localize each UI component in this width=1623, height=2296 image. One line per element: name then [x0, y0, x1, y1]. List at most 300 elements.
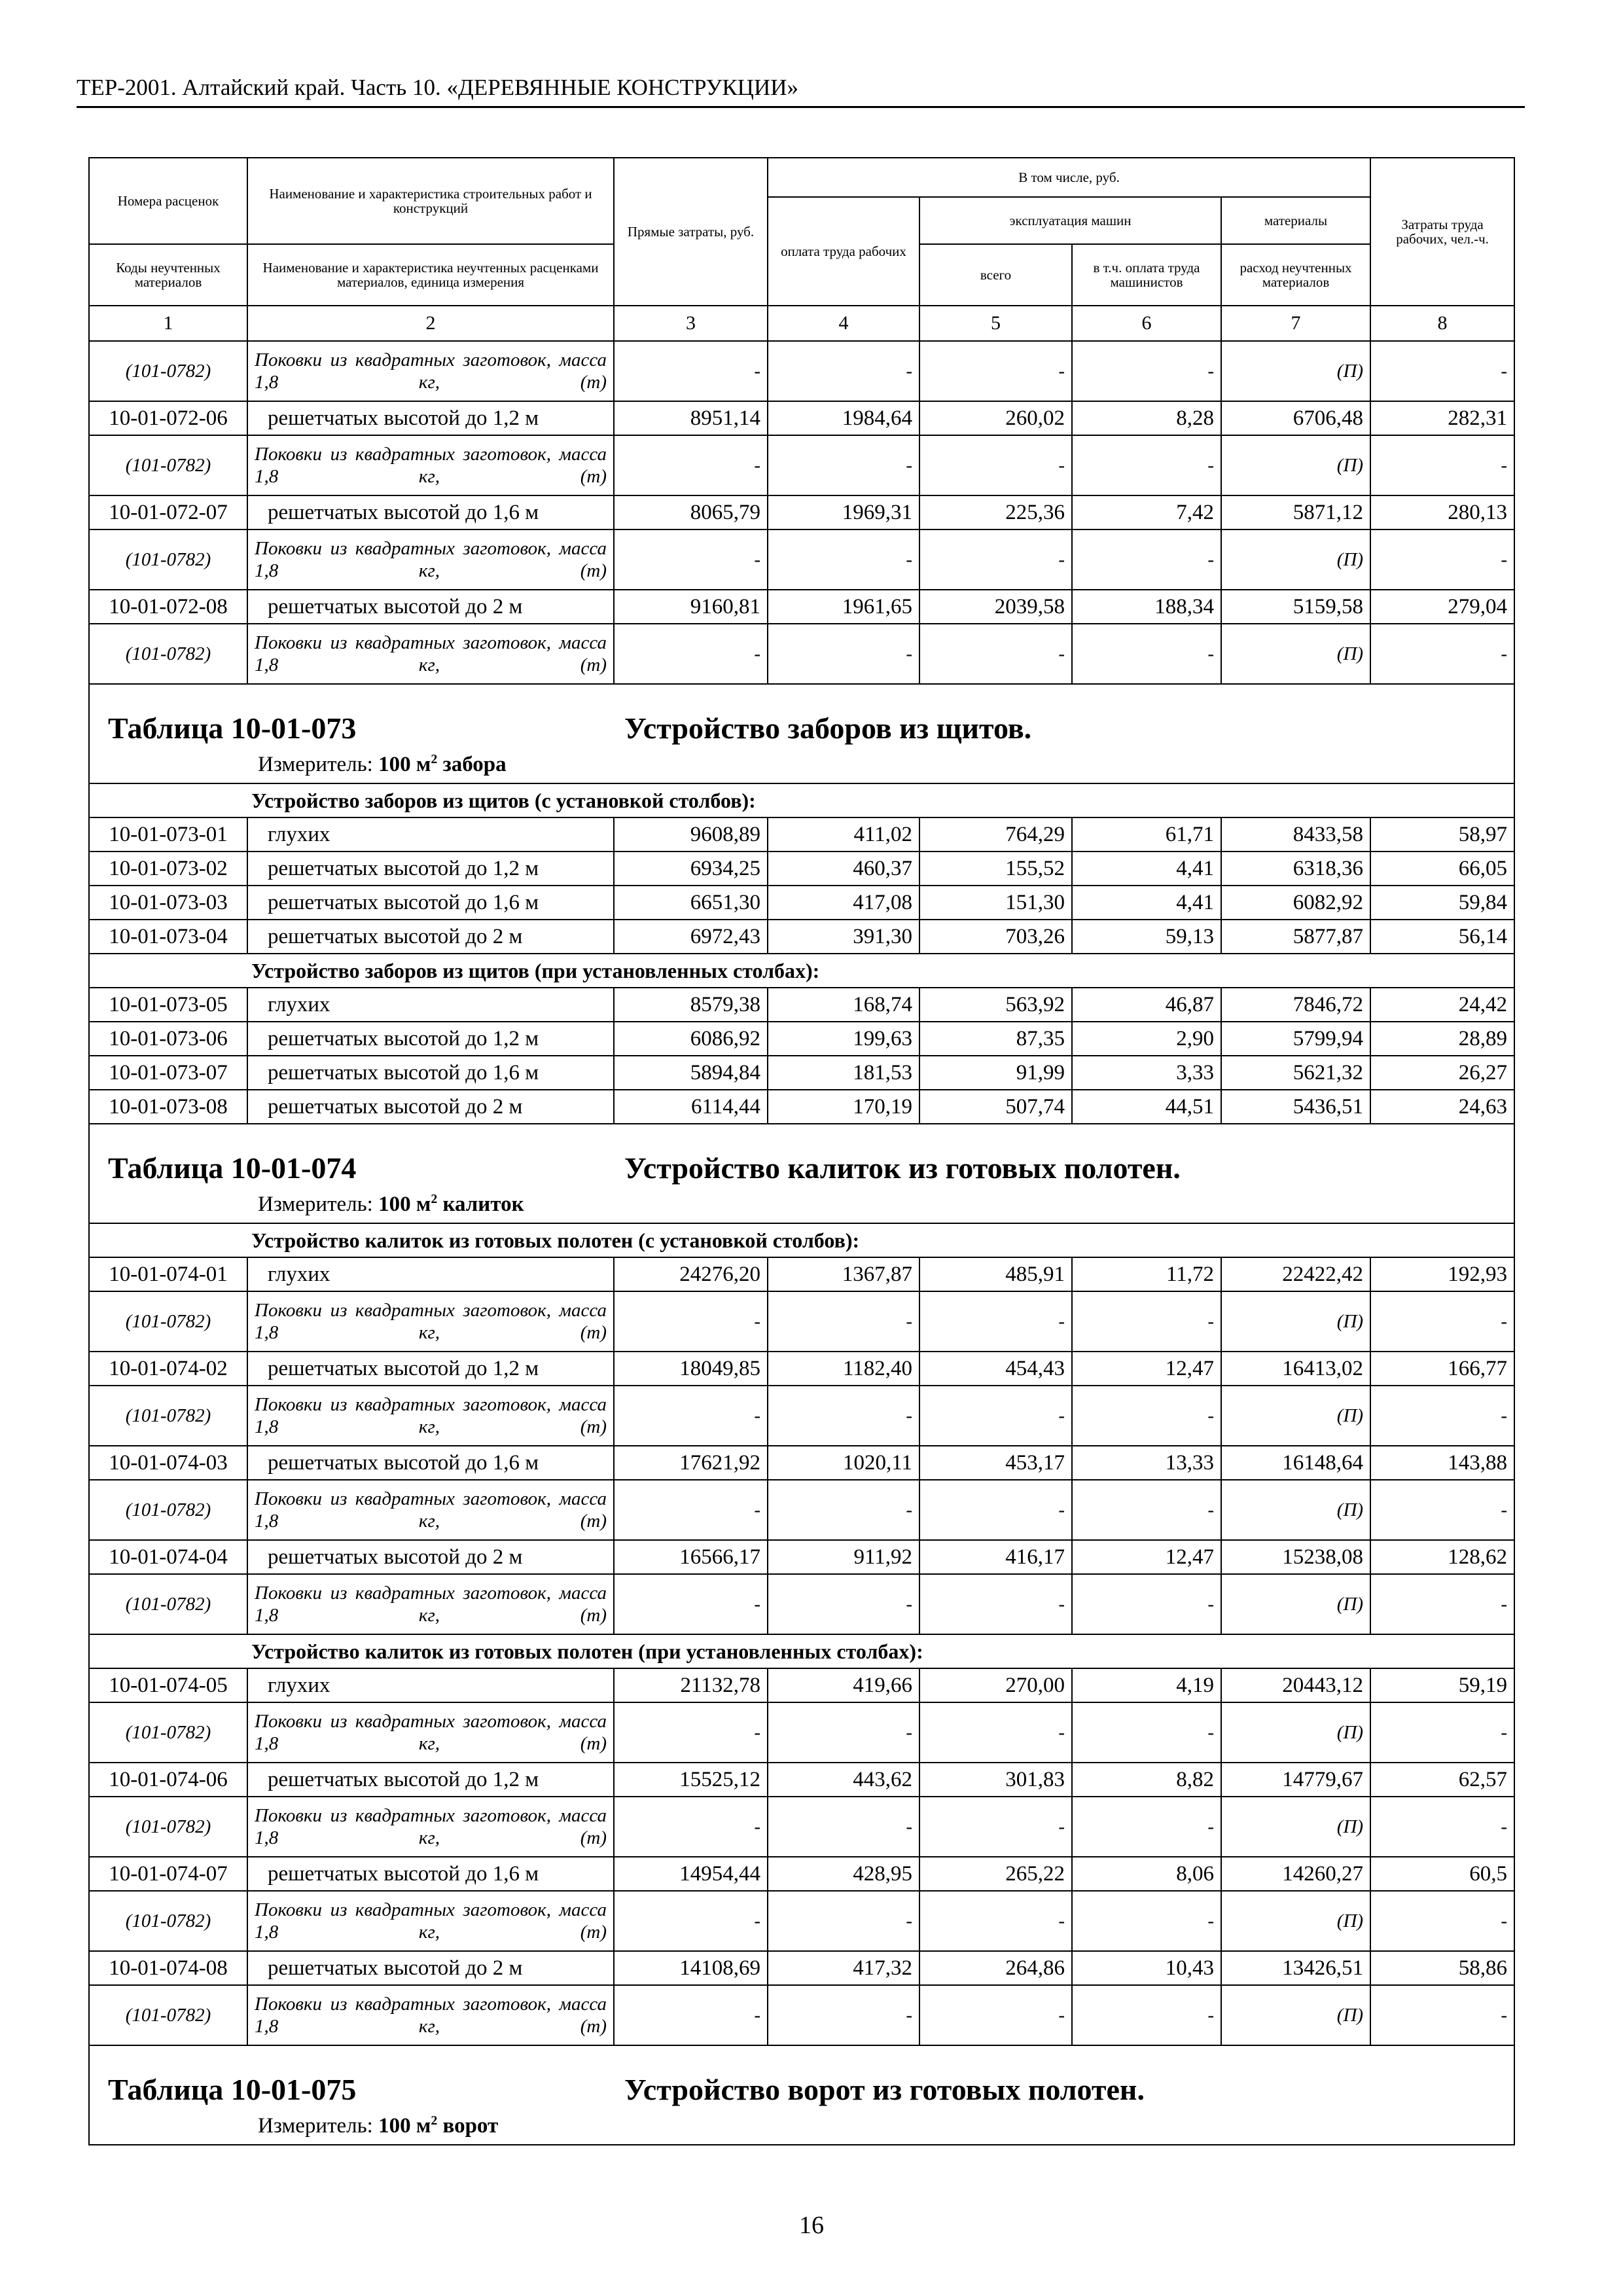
- rate-name: решетчатых высотой до 2 м: [247, 590, 614, 624]
- resource-row: [89, 1574, 1514, 1634]
- rate-row: [89, 1540, 1514, 1574]
- rate-row: [89, 1352, 1514, 1386]
- resource-name: Поковки из квадратных заготовок, масса 1,8 кг, (т): [247, 529, 614, 590]
- rate-code: 10-01-073-07: [89, 1056, 247, 1090]
- rate-code: 10-01-072-07: [89, 495, 247, 529]
- resource-dash: -: [1370, 1480, 1514, 1540]
- rate-code: 10-01-074-06: [89, 1763, 247, 1797]
- resource-row: [89, 435, 1514, 495]
- materials-value: 16148,64: [1221, 1446, 1370, 1480]
- wages-value: 199,63: [768, 1022, 919, 1056]
- wages-value: 417,32: [768, 1951, 919, 1985]
- wages-value: 1367,87: [768, 1257, 919, 1291]
- rate-name: глухих: [247, 1668, 614, 1702]
- resource-dash: -: [768, 1702, 919, 1763]
- table-title-cell: [89, 684, 1514, 783]
- resource-name: Поковки из квадратных заготовок, масса 1,8 кг, (т): [247, 1891, 614, 1951]
- resource-dash: -: [1072, 1985, 1221, 2045]
- materials-value: 5159,58: [1221, 590, 1370, 624]
- rate-row: [89, 495, 1514, 529]
- resource-dash: -: [768, 1574, 919, 1634]
- resource-dash: -: [1370, 529, 1514, 590]
- table-title-block: [90, 2046, 1514, 2144]
- wages-value: 1969,31: [768, 495, 919, 529]
- machine-total-value: 91,99: [919, 1056, 1072, 1090]
- group-heading-row: [89, 783, 1514, 817]
- machine-wages-value: 8,82: [1072, 1763, 1221, 1797]
- labor-value: 279,04: [1370, 590, 1514, 624]
- direct-cost-value: 8065,79: [614, 495, 768, 529]
- resource-code: (101-0782): [89, 529, 247, 590]
- resource-material-mark: (П): [1221, 1891, 1370, 1951]
- direct-cost-value: 6086,92: [614, 1022, 768, 1056]
- labor-value: 59,84: [1370, 886, 1514, 920]
- direct-cost-value: 14954,44: [614, 1857, 768, 1891]
- resource-name: Поковки из квадратных заготовок, масса 1,8 кг, (т): [247, 1574, 614, 1634]
- wages-value: 419,66: [768, 1668, 919, 1702]
- resource-material-mark: (П): [1221, 1702, 1370, 1763]
- machine-wages-value: 4,19: [1072, 1668, 1221, 1702]
- wages-value: 443,62: [768, 1763, 919, 1797]
- table-number: Таблица 10-01-074: [108, 1151, 357, 1185]
- meter-amount: 100 м: [378, 753, 431, 776]
- rate-code: 10-01-073-08: [89, 1090, 247, 1124]
- materials-value: 13426,51: [1221, 1951, 1370, 1985]
- materials-value: 5871,12: [1221, 495, 1370, 529]
- meter-label: Измеритель:: [258, 2114, 373, 2138]
- resource-dash: -: [768, 624, 919, 684]
- machine-wages-value: 10,43: [1072, 1951, 1221, 1985]
- rate-code: 10-01-073-06: [89, 1022, 247, 1056]
- labor-value: 128,62: [1370, 1540, 1514, 1574]
- rate-row: [89, 886, 1514, 920]
- resource-name: Поковки из квадратных заготовок, масса 1,8 кг, (т): [247, 1480, 614, 1540]
- resource-dash: -: [768, 1480, 919, 1540]
- wages-value: 1984,64: [768, 401, 919, 435]
- machine-total-value: 485,91: [919, 1257, 1072, 1291]
- header-machine-wages: в т.ч. оплата труда машинистов: [1072, 244, 1221, 306]
- resource-dash: -: [919, 1891, 1072, 1951]
- wages-value: 181,53: [768, 1056, 919, 1090]
- meter-exponent: 2: [431, 2113, 438, 2128]
- table-title-block: [90, 685, 1514, 783]
- materials-value: 5621,32: [1221, 1056, 1370, 1090]
- header-including: В том числе, руб.: [768, 158, 1370, 197]
- resource-dash: -: [919, 529, 1072, 590]
- materials-value: 16413,02: [1221, 1352, 1370, 1386]
- labor-value: 66,05: [1370, 852, 1514, 886]
- wages-value: 391,30: [768, 920, 919, 954]
- resource-dash: -: [768, 341, 919, 401]
- direct-cost-value: 9160,81: [614, 590, 768, 624]
- column-number: 3: [614, 306, 768, 341]
- rate-name: глухих: [247, 988, 614, 1022]
- resource-material-mark: (П): [1221, 1386, 1370, 1446]
- rate-row: [89, 817, 1514, 852]
- table-title-cell: [89, 1124, 1514, 1223]
- machine-wages-value: 8,06: [1072, 1857, 1221, 1891]
- rate-row: [89, 1056, 1514, 1090]
- machine-total-value: 416,17: [919, 1540, 1072, 1574]
- meter-unit: ворот: [442, 2114, 499, 2138]
- resource-name: Поковки из квадратных заготовок, масса 1,8 кг, (т): [247, 1386, 614, 1446]
- machine-total-value: 563,92: [919, 988, 1072, 1022]
- group-heading-row: [89, 954, 1514, 988]
- materials-value: 6706,48: [1221, 401, 1370, 435]
- table-title-row: [89, 684, 1514, 783]
- rate-name: решетчатых высотой до 1,6 м: [247, 1056, 614, 1090]
- resource-dash: -: [1072, 1480, 1221, 1540]
- machine-wages-value: 59,13: [1072, 920, 1221, 954]
- labor-value: 26,27: [1370, 1056, 1514, 1090]
- table-title-block: [90, 1124, 1514, 1223]
- meter-unit: забора: [442, 753, 507, 776]
- rate-row: [89, 401, 1514, 435]
- labor-value: 58,86: [1370, 1951, 1514, 1985]
- page-header: ТЕР-2001. Алтайский край. Часть 10. «ДЕРЕВЯННЫЕ КОНСТРУКЦИИ»: [77, 73, 1525, 108]
- resource-row: [89, 1797, 1514, 1857]
- resource-dash: -: [1370, 341, 1514, 401]
- labor-value: 60,5: [1370, 1857, 1514, 1891]
- resource-dash: -: [919, 341, 1072, 401]
- materials-value: 22422,42: [1221, 1257, 1370, 1291]
- header-material-codes: Коды неучтенных материалов: [89, 244, 247, 306]
- table-meter: [258, 753, 507, 777]
- wages-value: 417,08: [768, 886, 919, 920]
- resource-code: (101-0782): [89, 1891, 247, 1951]
- resource-dash: -: [1072, 1891, 1221, 1951]
- table-title-row: [89, 2045, 1514, 2145]
- direct-cost-value: 5894,84: [614, 1056, 768, 1090]
- direct-cost-value: 9608,89: [614, 817, 768, 852]
- resource-dash: -: [1370, 1386, 1514, 1446]
- machine-total-value: 454,43: [919, 1352, 1072, 1386]
- resource-dash: -: [1072, 1797, 1221, 1857]
- resource-dash: -: [1072, 624, 1221, 684]
- rate-name: решетчатых высотой до 2 м: [247, 1090, 614, 1124]
- materials-value: 8433,58: [1221, 817, 1370, 852]
- group-heading: Устройство калиток из готовых полотен (с установкой столбов):: [89, 1223, 1514, 1257]
- machine-wages-value: 46,87: [1072, 988, 1221, 1022]
- header-unaccounted-materials: расход неучтенных материалов: [1221, 244, 1370, 306]
- resource-row: [89, 624, 1514, 684]
- rate-name: решетчатых высотой до 1,2 м: [247, 1352, 614, 1386]
- resource-material-mark: (П): [1221, 529, 1370, 590]
- table-meter: [258, 1193, 524, 1217]
- machine-total-value: 2039,58: [919, 590, 1072, 624]
- resource-material-mark: (П): [1221, 1291, 1370, 1352]
- machine-total-value: 453,17: [919, 1446, 1072, 1480]
- resource-code: (101-0782): [89, 1797, 247, 1857]
- rate-name: глухих: [247, 1257, 614, 1291]
- machine-wages-value: 4,41: [1072, 852, 1221, 886]
- wages-value: 411,02: [768, 817, 919, 852]
- rate-name: решетчатых высотой до 1,2 м: [247, 1022, 614, 1056]
- machine-total-value: 87,35: [919, 1022, 1072, 1056]
- table-meter: [258, 2114, 498, 2138]
- rate-name: решетчатых высотой до 1,2 м: [247, 852, 614, 886]
- resource-code: (101-0782): [89, 1574, 247, 1634]
- header-machine-total: всего: [919, 244, 1072, 306]
- materials-value: 5877,87: [1221, 920, 1370, 954]
- resource-code: (101-0782): [89, 1480, 247, 1540]
- header-machine-operation: эксплуатация машин: [919, 197, 1221, 244]
- table-number: Таблица 10-01-073: [108, 711, 357, 745]
- resource-material-mark: (П): [1221, 624, 1370, 684]
- meter-label: Измеритель:: [258, 753, 373, 776]
- resource-dash: -: [1370, 1574, 1514, 1634]
- rate-code: 10-01-074-01: [89, 1257, 247, 1291]
- labor-value: 56,14: [1370, 920, 1514, 954]
- wages-value: 1961,65: [768, 590, 919, 624]
- resource-dash: -: [614, 1891, 768, 1951]
- resource-code: (101-0782): [89, 624, 247, 684]
- machine-total-value: 155,52: [919, 852, 1072, 886]
- rate-name: решетчатых высотой до 1,6 м: [247, 1446, 614, 1480]
- resource-dash: -: [919, 1386, 1072, 1446]
- resource-dash: -: [768, 1797, 919, 1857]
- rate-code: 10-01-073-01: [89, 817, 247, 852]
- direct-cost-value: 15525,12: [614, 1763, 768, 1797]
- wages-value: 1020,11: [768, 1446, 919, 1480]
- rates-table: [88, 157, 1515, 2145]
- resource-name: Поковки из квадратных заготовок, масса 1,8 кг, (т): [247, 1702, 614, 1763]
- resource-name: Поковки из квадратных заготовок, масса 1,8 кг, (т): [247, 341, 614, 401]
- materials-value: 5436,51: [1221, 1090, 1370, 1124]
- resource-row: [89, 1985, 1514, 2045]
- meter-exponent: 2: [431, 752, 438, 767]
- resource-material-mark: (П): [1221, 1480, 1370, 1540]
- rate-row: [89, 1257, 1514, 1291]
- column-number: 6: [1072, 306, 1221, 341]
- materials-value: 7846,72: [1221, 988, 1370, 1022]
- machine-wages-value: 2,90: [1072, 1022, 1221, 1056]
- materials-value: 14260,27: [1221, 1857, 1370, 1891]
- machine-total-value: 260,02: [919, 401, 1072, 435]
- rate-row: [89, 1668, 1514, 1702]
- resource-row: [89, 1891, 1514, 1951]
- resource-dash: -: [614, 1386, 768, 1446]
- table-title-cell: [89, 2045, 1514, 2145]
- table-caption: Устройство ворот из готовых полотен.: [624, 2073, 1145, 2106]
- resource-dash: -: [768, 1386, 919, 1446]
- meter-value: [378, 2114, 498, 2138]
- rate-row: [89, 988, 1514, 1022]
- direct-cost-value: 6934,25: [614, 852, 768, 886]
- resource-row: [89, 1386, 1514, 1446]
- rate-code: 10-01-073-03: [89, 886, 247, 920]
- labor-value: 143,88: [1370, 1446, 1514, 1480]
- header-materials: материалы: [1221, 197, 1370, 244]
- column-numbers-row: [89, 306, 1514, 341]
- wages-value: 428,95: [768, 1857, 919, 1891]
- machine-total-value: 507,74: [919, 1090, 1072, 1124]
- rate-code: 10-01-074-04: [89, 1540, 247, 1574]
- resource-row: [89, 1291, 1514, 1352]
- resource-code: (101-0782): [89, 1386, 247, 1446]
- resource-dash: -: [919, 1797, 1072, 1857]
- resource-dash: -: [919, 1291, 1072, 1352]
- resource-dash: -: [1370, 1291, 1514, 1352]
- column-number: 7: [1221, 306, 1370, 341]
- direct-cost-value: 6114,44: [614, 1090, 768, 1124]
- group-heading: Устройство заборов из щитов (с установкой столбов):: [89, 783, 1514, 817]
- labor-value: 282,31: [1370, 401, 1514, 435]
- resource-code: (101-0782): [89, 1985, 247, 2045]
- group-heading: Устройство калиток из готовых полотен (при установленных столбах):: [89, 1634, 1514, 1668]
- rate-code: 10-01-073-02: [89, 852, 247, 886]
- rate-code: 10-01-074-08: [89, 1951, 247, 1985]
- rate-name: решетчатых высотой до 1,6 м: [247, 495, 614, 529]
- header-labor: Затраты труда рабочих, чел.-ч.: [1370, 158, 1514, 306]
- resource-dash: -: [614, 1797, 768, 1857]
- resource-code: (101-0782): [89, 435, 247, 495]
- header-wages: оплата труда рабочих: [768, 197, 919, 306]
- machine-total-value: 225,36: [919, 495, 1072, 529]
- table-caption: Устройство калиток из готовых полотен.: [624, 1151, 1181, 1185]
- resource-name: Поковки из квадратных заготовок, масса 1,8 кг, (т): [247, 1291, 614, 1352]
- resource-dash: -: [614, 341, 768, 401]
- resource-dash: -: [614, 624, 768, 684]
- meter-amount: 100 м: [378, 1193, 431, 1216]
- materials-value: 6318,36: [1221, 852, 1370, 886]
- resource-dash: -: [614, 529, 768, 590]
- wages-value: 168,74: [768, 988, 919, 1022]
- resource-dash: -: [1072, 1702, 1221, 1763]
- rate-row: [89, 590, 1514, 624]
- direct-cost-value: 18049,85: [614, 1352, 768, 1386]
- resource-dash: -: [1370, 1985, 1514, 2045]
- resource-dash: -: [1072, 1574, 1221, 1634]
- machine-wages-value: 13,33: [1072, 1446, 1221, 1480]
- resource-dash: -: [768, 435, 919, 495]
- rate-name: решетчатых высотой до 1,6 м: [247, 886, 614, 920]
- resource-dash: -: [1072, 341, 1221, 401]
- machine-wages-value: 44,51: [1072, 1090, 1221, 1124]
- column-number: 4: [768, 306, 919, 341]
- machine-total-value: 151,30: [919, 886, 1072, 920]
- resource-row: [89, 529, 1514, 590]
- resource-dash: -: [919, 1702, 1072, 1763]
- resource-material-mark: (П): [1221, 435, 1370, 495]
- labor-value: 58,97: [1370, 817, 1514, 852]
- resource-material-mark: (П): [1221, 1797, 1370, 1857]
- resource-dash: -: [1370, 1797, 1514, 1857]
- resource-dash: -: [1072, 529, 1221, 590]
- rate-code: 10-01-073-04: [89, 920, 247, 954]
- machine-total-value: 301,83: [919, 1763, 1072, 1797]
- rate-name: решетчатых высотой до 1,2 м: [247, 1763, 614, 1797]
- resource-code: (101-0782): [89, 1702, 247, 1763]
- machine-wages-value: 7,42: [1072, 495, 1221, 529]
- machine-wages-value: 12,47: [1072, 1540, 1221, 1574]
- resource-dash: -: [1370, 624, 1514, 684]
- rate-code: 10-01-073-05: [89, 988, 247, 1022]
- resource-row: [89, 1480, 1514, 1540]
- rate-name: решетчатых высотой до 1,6 м: [247, 1857, 614, 1891]
- wages-value: 460,37: [768, 852, 919, 886]
- rate-code: 10-01-072-06: [89, 401, 247, 435]
- meter-value: [378, 1193, 524, 1216]
- resource-dash: -: [768, 1891, 919, 1951]
- rate-row: [89, 852, 1514, 886]
- machine-total-value: 764,29: [919, 817, 1072, 852]
- labor-value: 166,77: [1370, 1352, 1514, 1386]
- direct-cost-value: 8951,14: [614, 401, 768, 435]
- resource-dash: -: [1072, 1291, 1221, 1352]
- resource-dash: -: [614, 435, 768, 495]
- rate-row: [89, 1090, 1514, 1124]
- resource-dash: -: [768, 529, 919, 590]
- resource-code: (101-0782): [89, 1291, 247, 1352]
- rate-row: [89, 1022, 1514, 1056]
- machine-total-value: 703,26: [919, 920, 1072, 954]
- machine-wages-value: 188,34: [1072, 590, 1221, 624]
- column-number: 2: [247, 306, 614, 341]
- header-rate-number: Номера расценок: [89, 158, 247, 244]
- materials-value: 15238,08: [1221, 1540, 1370, 1574]
- labor-value: 59,19: [1370, 1668, 1514, 1702]
- direct-cost-value: 8579,38: [614, 988, 768, 1022]
- labor-value: 280,13: [1370, 495, 1514, 529]
- machine-wages-value: 12,47: [1072, 1352, 1221, 1386]
- rate-row: [89, 1951, 1514, 1985]
- direct-cost-value: 14108,69: [614, 1951, 768, 1985]
- resource-name: Поковки из квадратных заготовок, масса 1,8 кг, (т): [247, 624, 614, 684]
- resource-dash: -: [768, 1985, 919, 2045]
- direct-cost-value: 24276,20: [614, 1257, 768, 1291]
- resource-dash: -: [614, 1480, 768, 1540]
- resource-row: [89, 341, 1514, 401]
- resource-dash: -: [919, 1985, 1072, 2045]
- resource-material-mark: (П): [1221, 1985, 1370, 2045]
- labor-value: 24,63: [1370, 1090, 1514, 1124]
- column-number: 1: [89, 306, 247, 341]
- resource-dash: -: [919, 1574, 1072, 1634]
- resource-name: Поковки из квадратных заготовок, масса 1,8 кг, (т): [247, 1797, 614, 1857]
- header-work-name: Наименование и характеристика строительных работ и конструкций: [247, 158, 614, 244]
- meter-exponent: 2: [431, 1192, 438, 1207]
- resource-material-mark: (П): [1221, 1574, 1370, 1634]
- header-direct-cost: Прямые затраты, руб.: [614, 158, 768, 306]
- table-number: Таблица 10-01-075: [108, 2073, 357, 2106]
- resource-code: (101-0782): [89, 341, 247, 401]
- resource-dash: -: [614, 1574, 768, 1634]
- table-title-row: [89, 1124, 1514, 1223]
- direct-cost-value: 6651,30: [614, 886, 768, 920]
- materials-value: 14779,67: [1221, 1763, 1370, 1797]
- rate-row: [89, 1763, 1514, 1797]
- group-heading-row: [89, 1223, 1514, 1257]
- wages-value: 1182,40: [768, 1352, 919, 1386]
- resource-name: Поковки из квадратных заготовок, масса 1,8 кг, (т): [247, 1985, 614, 2045]
- resource-dash: -: [1370, 435, 1514, 495]
- rate-name: глухих: [247, 817, 614, 852]
- column-number: 5: [919, 306, 1072, 341]
- labor-value: 28,89: [1370, 1022, 1514, 1056]
- machine-wages-value: 3,33: [1072, 1056, 1221, 1090]
- machine-wages-value: 4,41: [1072, 886, 1221, 920]
- group-heading-row: [89, 1634, 1514, 1668]
- materials-value: 6082,92: [1221, 886, 1370, 920]
- resource-dash: -: [614, 1985, 768, 2045]
- wages-value: 170,19: [768, 1090, 919, 1124]
- rate-name: решетчатых высотой до 2 м: [247, 1951, 614, 1985]
- meter-unit: калиток: [442, 1193, 524, 1216]
- table-caption: Устройство заборов из щитов.: [624, 711, 1032, 745]
- resource-name: Поковки из квадратных заготовок, масса 1,8 кг, (т): [247, 435, 614, 495]
- resource-dash: -: [1370, 1891, 1514, 1951]
